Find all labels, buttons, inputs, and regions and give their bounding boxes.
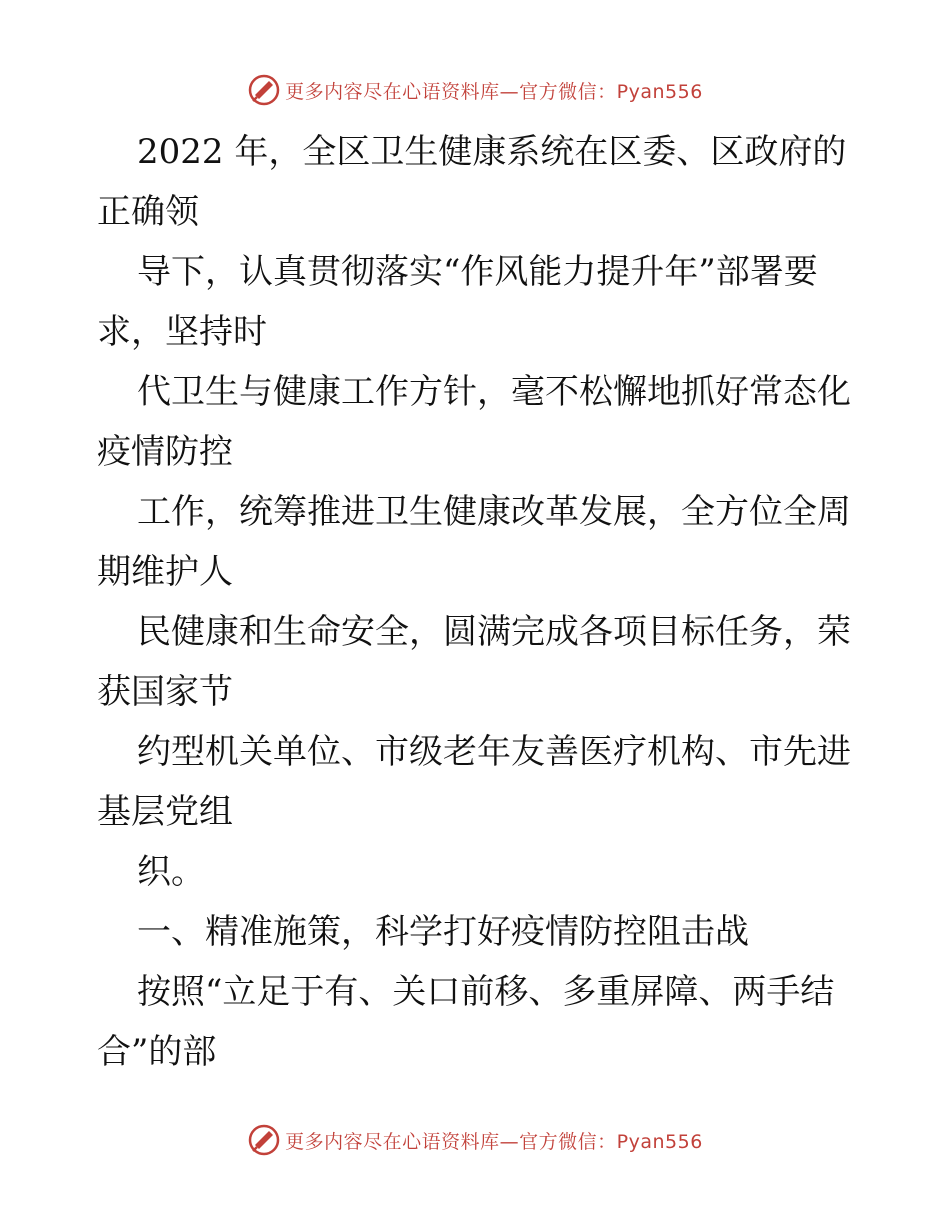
- footer-watermark: [0, 1120, 950, 1160]
- text-line: 织。: [137, 852, 205, 892]
- watermark-site: 更多内容尽在心语资料库: [285, 1130, 500, 1153]
- text-line: 工作，统筹推进卫生健康改革发展，全方位全周: [137, 492, 851, 532]
- logo-icon: [247, 1123, 281, 1157]
- text-line: 合”的部: [97, 1032, 217, 1072]
- text-line: 求，坚持时: [97, 312, 267, 352]
- text-line: 按照“立足于有、关口前移、多重屏障、两手结: [137, 972, 835, 1012]
- text-line: 疫情防控: [97, 432, 233, 472]
- section-heading: 一、精准施策，科学打好疫情防控阻击战: [137, 912, 749, 952]
- text-line: 代卫生与健康工作方针，毫不松懈地抓好常态化: [137, 372, 851, 412]
- text-line: 约型机关单位、市级老年友善医疗机构、市先进: [137, 732, 851, 772]
- watermark-separator: —: [499, 1130, 520, 1153]
- text-line: 基层党组: [97, 792, 233, 832]
- watermark-separator: —: [499, 80, 520, 103]
- text-line: 导下，认真贯彻落实“作风能力提升年”部署要: [137, 252, 818, 292]
- text-line: 期维护人: [97, 552, 233, 592]
- watermark-site: 更多内容尽在心语资料库: [285, 80, 500, 103]
- logo-icon: [247, 73, 281, 107]
- text-line: 2022 年，全区卫生健康系统在区委、区政府的: [137, 132, 847, 172]
- watermark-wechat: 官方微信：Pyan556: [519, 1130, 703, 1153]
- document-body: [97, 122, 857, 1082]
- watermark-wechat: 官方微信：Pyan556: [519, 80, 703, 103]
- header-watermark: [0, 70, 950, 110]
- text-line: 民健康和生命安全，圆满完成各项目标任务，荣: [137, 612, 851, 652]
- text-line: 正确领: [97, 192, 199, 232]
- text-line: 获国家节: [97, 672, 233, 712]
